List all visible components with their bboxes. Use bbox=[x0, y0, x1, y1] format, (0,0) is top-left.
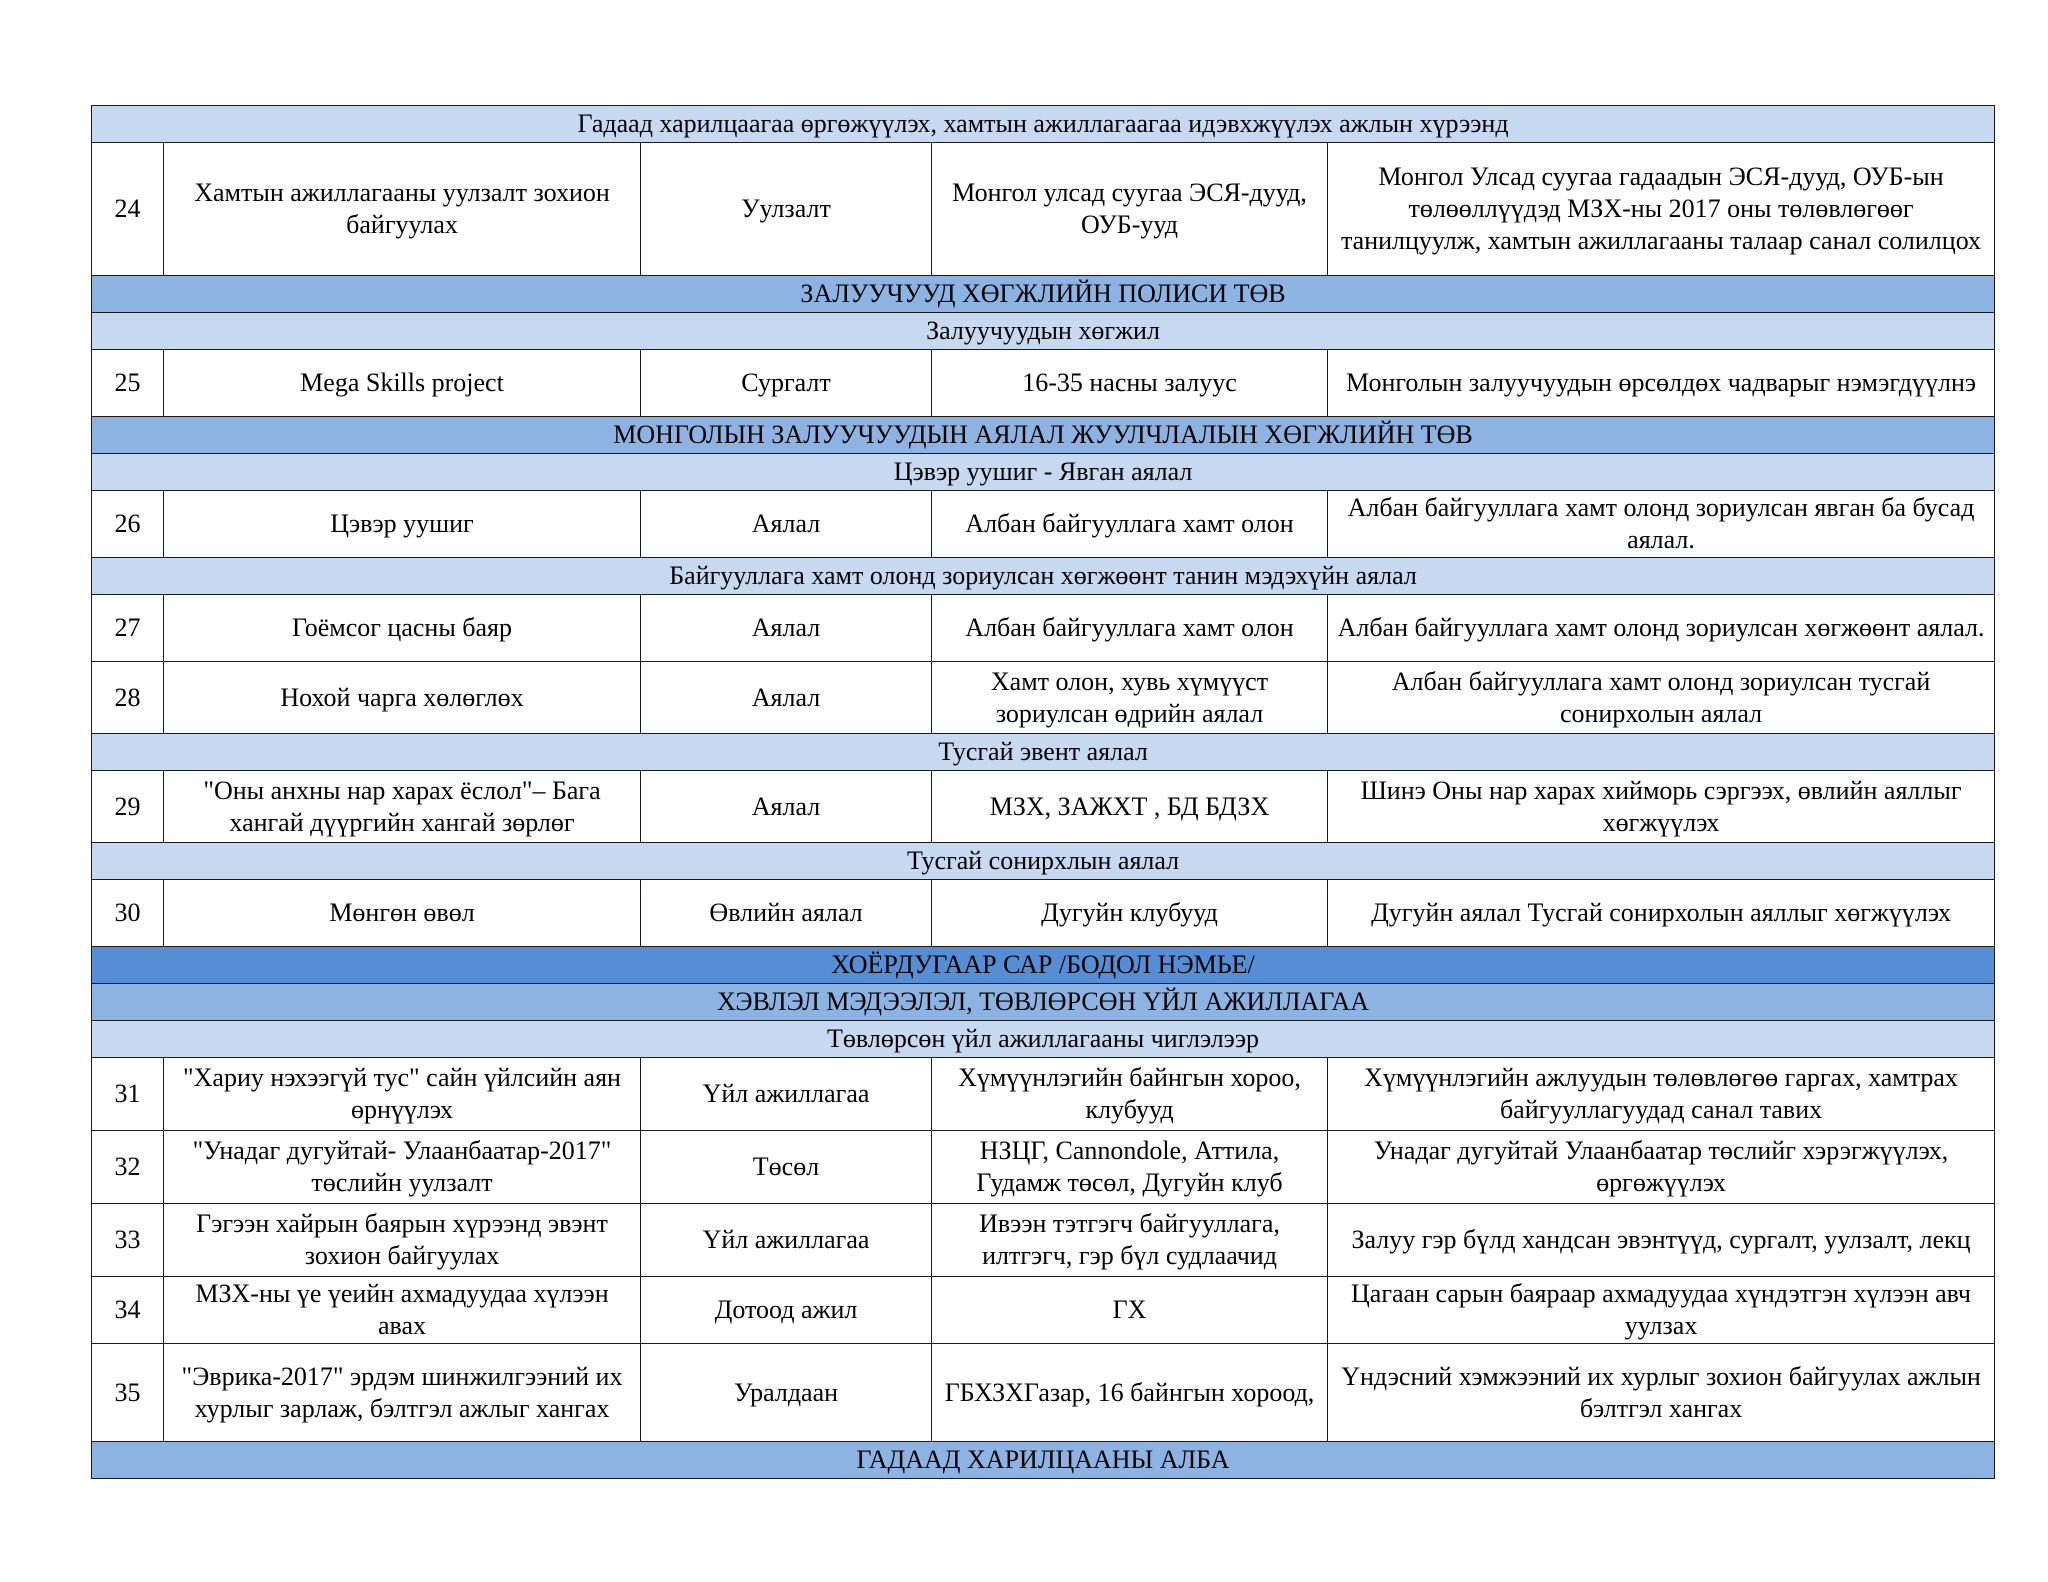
activity-type: Аялал bbox=[641, 771, 932, 843]
expected-result: Хүмүүнлэгийн ажлуудын төлөвлөгөө гаргах, хамтрах байгууллагуудад санал тавих bbox=[1328, 1058, 1995, 1131]
table-row bbox=[92, 880, 1995, 947]
expected-result: Албан байгууллага хамт олонд зориулсан тусгай сонирхолын аялал bbox=[1328, 662, 1995, 734]
table-row bbox=[92, 1131, 1995, 1204]
expected-result: Монголын залуучуудын өрсөлдөх чадварыг нэмэгдүүлнэ bbox=[1328, 350, 1995, 417]
participants: 16-35 насны залуус bbox=[932, 350, 1328, 417]
activity-name: Нохой чарга хөлөглөх bbox=[164, 662, 641, 734]
row-number: 35 bbox=[92, 1344, 164, 1442]
row-number: 24 bbox=[92, 143, 164, 276]
section-row bbox=[92, 276, 1995, 313]
participants: Хүмүүнлэгийн байнгын хороо, клубууд bbox=[932, 1058, 1328, 1131]
participants: ГБХЗХГазар, 16 байнгын хороод, bbox=[932, 1344, 1328, 1442]
row-number: 30 bbox=[92, 880, 164, 947]
expected-result: Залуу гэр бүлд хандсан эвэнтүүд, сургалт, уулзалт, лекц bbox=[1328, 1204, 1995, 1277]
row-number: 26 bbox=[92, 491, 164, 558]
subsection-row bbox=[92, 1021, 1995, 1058]
section-title: ХЭВЛЭЛ МЭДЭЭЛЭЛ, ТӨВЛӨРСӨН ҮЙЛ АЖИЛЛАГАА bbox=[92, 984, 1995, 1021]
activity-type: Аялал bbox=[641, 595, 932, 662]
subsection-title: Байгууллага хамт олонд зориулсан хөгжөөнт танин мэдэхүйн аялал bbox=[92, 558, 1995, 595]
subsection-row bbox=[92, 106, 1995, 143]
expected-result: Албан байгууллага хамт олонд зориулсан явган ба бусад аялал. bbox=[1328, 491, 1995, 558]
subsection-title: Цэвэр уушиг - Явган аялал bbox=[92, 454, 1995, 491]
activity-name: Хамтын ажиллагааны уулзалт зохион байгуулах bbox=[164, 143, 641, 276]
subsection-title: Төвлөрсөн үйл ажиллагааны чиглэлээр bbox=[92, 1021, 1995, 1058]
section-title: ГАДААД ХАРИЛЦААНЫ АЛБА bbox=[92, 1442, 1995, 1479]
activity-name: МЗХ-ны үе үеийн ахмадуудаа хүлээн авах bbox=[164, 1277, 641, 1344]
activity-type: Уулзалт bbox=[641, 143, 932, 276]
activity-type: Үйл ажиллагаа bbox=[641, 1058, 932, 1131]
participants: Албан байгууллага хамт олон bbox=[932, 595, 1328, 662]
subsection-title: Тусгай эвент аялал bbox=[92, 734, 1995, 771]
month-row bbox=[92, 947, 1995, 984]
expected-result: Монгол Улсад суугаа гадаадын ЭСЯ-дууд, ОУБ-ын төлөөллүүдэд МЗХ-ны 2017 оны төлөвлөгөөг танилцуулж, хамтын ажиллагааны талаар санал солилцох bbox=[1328, 143, 1995, 276]
participants: Хамт олон, хувь хүмүүст зориулсан өдрийн аялал bbox=[932, 662, 1328, 734]
row-number: 27 bbox=[92, 595, 164, 662]
expected-result: Шинэ Оны нар харах хийморь сэргээх, өвлийн аяллыг хөгжүүлэх bbox=[1328, 771, 1995, 843]
activity-name: Цэвэр уушиг bbox=[164, 491, 641, 558]
activity-name: Мөнгөн өвөл bbox=[164, 880, 641, 947]
table-row bbox=[92, 350, 1995, 417]
activity-type: Төсөл bbox=[641, 1131, 932, 1204]
activity-name: Mega Skills project bbox=[164, 350, 641, 417]
row-number: 31 bbox=[92, 1058, 164, 1131]
activity-name: "Унадаг дугуйтай- Улаанбаатар-2017" төслийн уулзалт bbox=[164, 1131, 641, 1204]
subsection-title: Гадаад харилцаагаа өргөжүүлэх, хамтын ажиллагаагаа идэвхжүүлэх ажлын хүрээнд bbox=[92, 106, 1995, 143]
expected-result: Цагаан сарын баяраар ахмадуудаа хүндэтгэн хүлээн авч уулзах bbox=[1328, 1277, 1995, 1344]
participants: Дугуйн клубууд bbox=[932, 880, 1328, 947]
subsection-row bbox=[92, 313, 1995, 350]
expected-result: Дугуйн аялал Тусгай сонирхолын аяллыг хөгжүүлэх bbox=[1328, 880, 1995, 947]
table-row bbox=[92, 143, 1995, 276]
participants: Монгол улсад суугаа ЭСЯ-дууд, ОУБ-ууд bbox=[932, 143, 1328, 276]
subsection-title: Залуучуудын хөгжил bbox=[92, 313, 1995, 350]
activity-name: "Оны анхны нар харах ёслол"– Бага хангай дүүргийн хангай зөрлөг bbox=[164, 771, 641, 843]
activity-name: Гоёмсог цасны баяр bbox=[164, 595, 641, 662]
expected-result: Албан байгууллага хамт олонд зориулсан хөгжөөнт аялал. bbox=[1328, 595, 1995, 662]
row-number: 33 bbox=[92, 1204, 164, 1277]
table-row bbox=[92, 1204, 1995, 1277]
table-row bbox=[92, 1058, 1995, 1131]
activity-type: Сургалт bbox=[641, 350, 932, 417]
participants: Ивээн тэтгэгч байгууллага, илтгэгч, гэр бүл судлаачид bbox=[932, 1204, 1328, 1277]
row-number: 29 bbox=[92, 771, 164, 843]
subsection-title: Тусгай сонирхлын аялал bbox=[92, 843, 1995, 880]
activity-name: "Хариу нэхээгүй тус" сайн үйлсийн аян өрнүүлэх bbox=[164, 1058, 641, 1131]
section-row bbox=[92, 417, 1995, 454]
participants: НЗЦГ, Cannondole, Аттила, Гудамж төсөл, Дугуйн клуб bbox=[932, 1131, 1328, 1204]
section-title: ЗАЛУУЧУУД ХӨГЖЛИЙН ПОЛИСИ ТӨВ bbox=[92, 276, 1995, 313]
row-number: 34 bbox=[92, 1277, 164, 1344]
month-title: ХОЁРДУГААР САР /БОДОЛ НЭМЬЕ/ bbox=[92, 947, 1995, 984]
subsection-row bbox=[92, 454, 1995, 491]
subsection-row bbox=[92, 843, 1995, 880]
expected-result: Үндэсний хэмжээний их хурлыг зохион байгуулах ажлын бэлтгэл хангах bbox=[1328, 1344, 1995, 1442]
participants: ГХ bbox=[932, 1277, 1328, 1344]
expected-result: Унадаг дугуйтай Улаанбаатар төслийг хэрэгжүүлэх, өргөжүүлэх bbox=[1328, 1131, 1995, 1204]
activity-type: Аялал bbox=[641, 491, 932, 558]
activity-type: Аялал bbox=[641, 662, 932, 734]
row-number: 28 bbox=[92, 662, 164, 734]
participants: Албан байгууллага хамт олон bbox=[932, 491, 1328, 558]
subsection-row bbox=[92, 734, 1995, 771]
section-row bbox=[92, 1442, 1995, 1479]
activity-type: Үйл ажиллагаа bbox=[641, 1204, 932, 1277]
activity-name: Гэгээн хайрын баярын хүрээнд эвэнт зохион байгуулах bbox=[164, 1204, 641, 1277]
activity-type: Дотоод ажил bbox=[641, 1277, 932, 1344]
activity-type: Өвлийн аялал bbox=[641, 880, 932, 947]
participants: МЗХ, ЗАЖХТ , БД БДЗХ bbox=[932, 771, 1328, 843]
section-title: МОНГОЛЫН ЗАЛУУЧУУДЫН АЯЛАЛ ЖУУЛЧЛАЛЫН ХӨГЖЛИЙН ТӨВ bbox=[92, 417, 1995, 454]
row-number: 25 bbox=[92, 350, 164, 417]
plan-table bbox=[91, 105, 1995, 1479]
table-row bbox=[92, 595, 1995, 662]
table-row bbox=[92, 662, 1995, 734]
row-number: 32 bbox=[92, 1131, 164, 1204]
activity-type: Уралдаан bbox=[641, 1344, 932, 1442]
section-row bbox=[92, 984, 1995, 1021]
table-row bbox=[92, 1277, 1995, 1344]
table-row bbox=[92, 1344, 1995, 1442]
subsection-row bbox=[92, 558, 1995, 595]
table-row bbox=[92, 771, 1995, 843]
activity-name: "Эврика-2017" эрдэм шинжилгээний их хурлыг зарлаж, бэлтгэл ажлыг хангах bbox=[164, 1344, 641, 1442]
table-row bbox=[92, 491, 1995, 558]
